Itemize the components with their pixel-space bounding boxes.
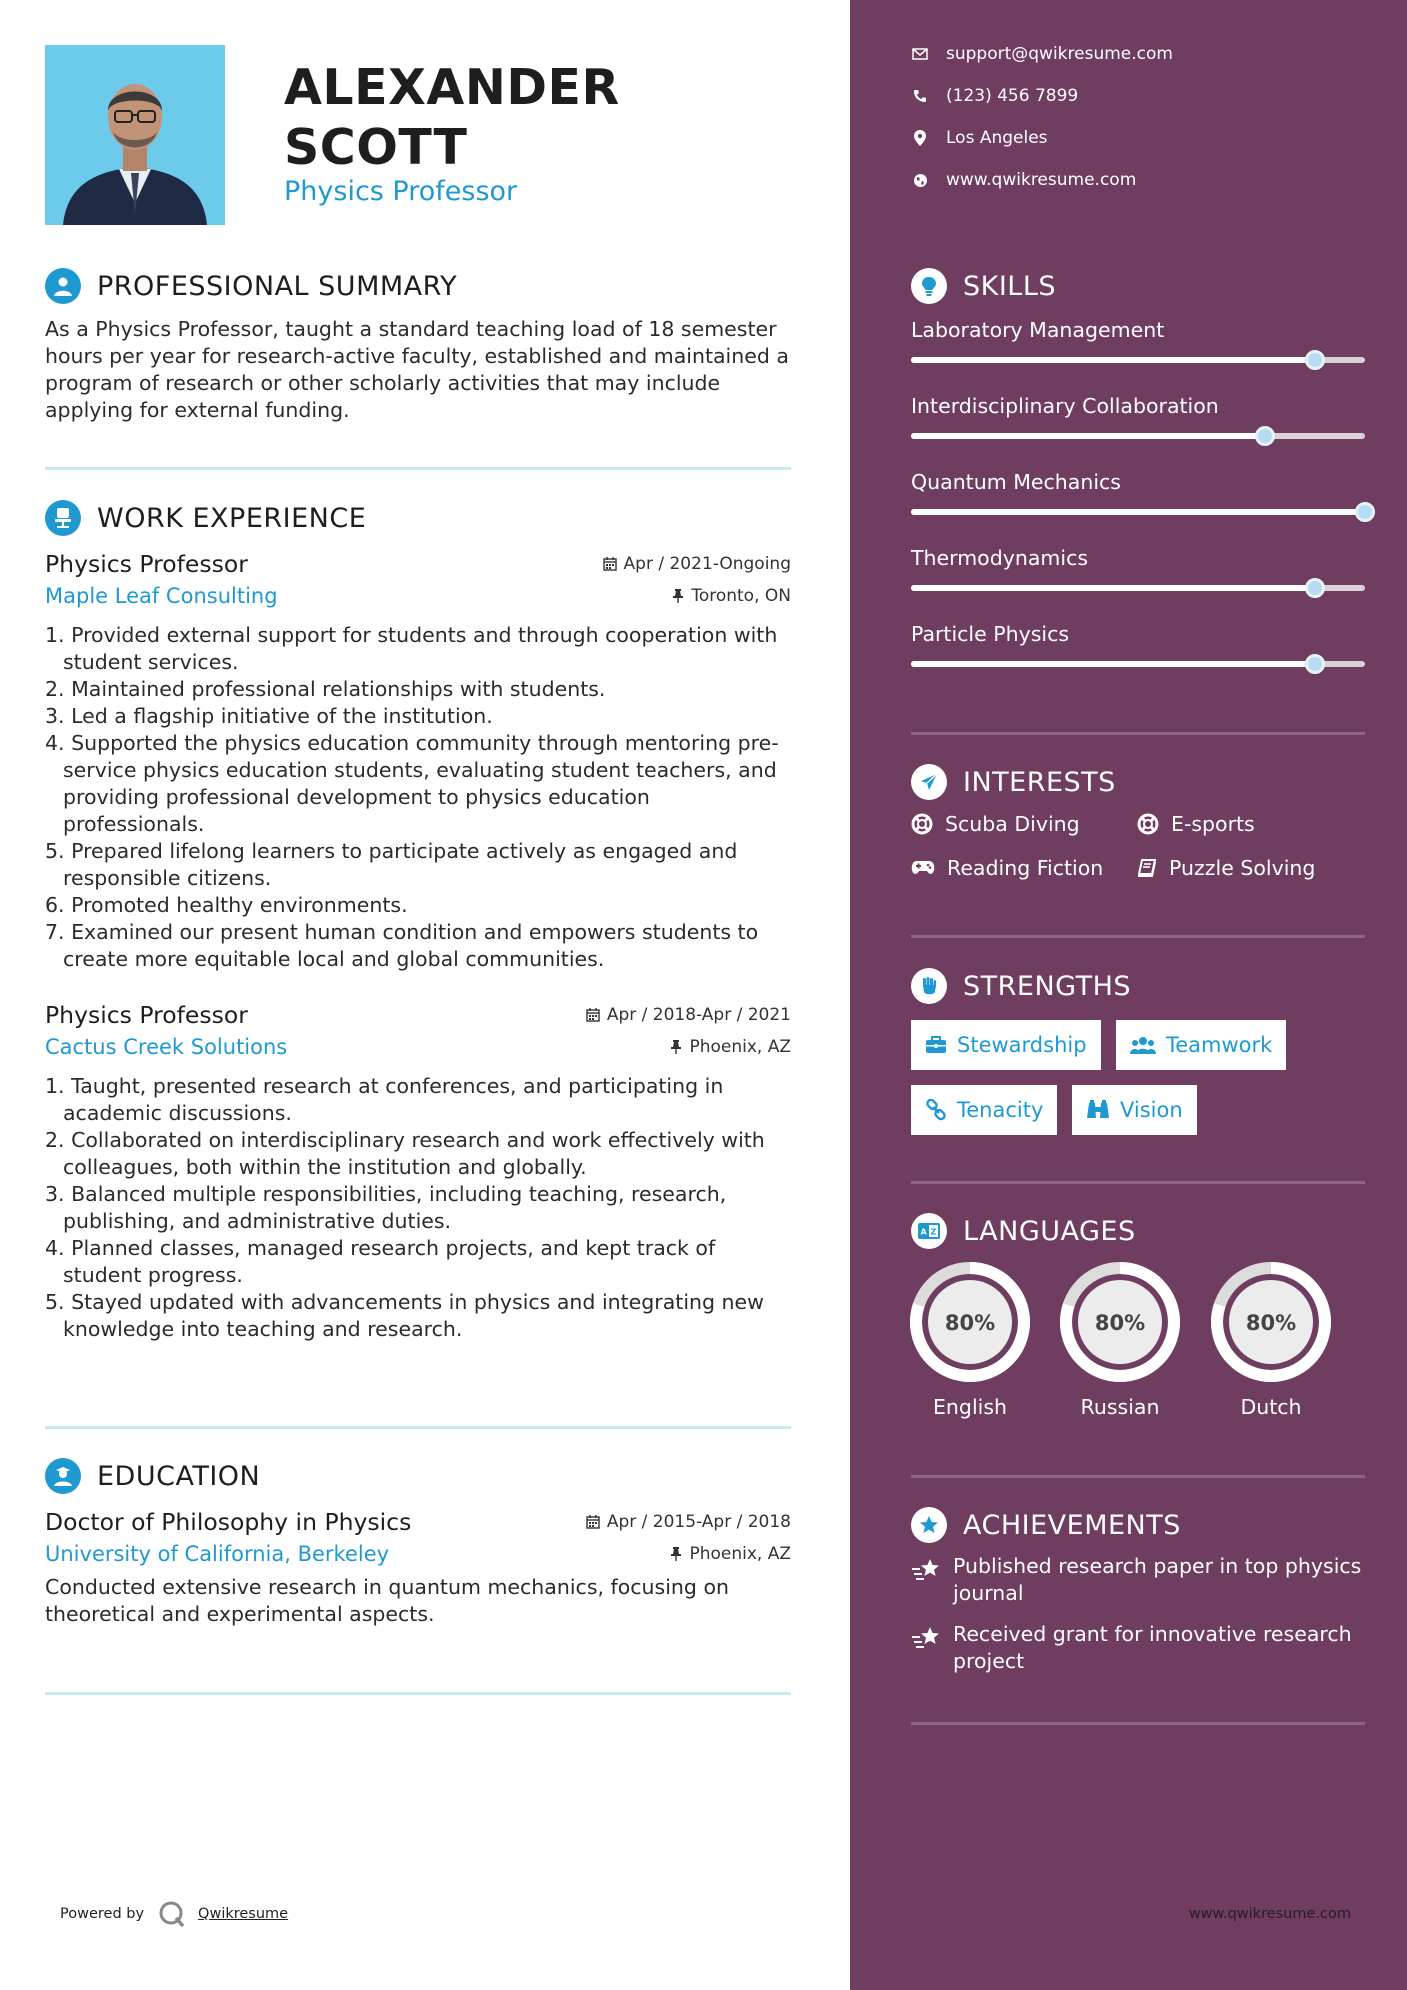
envelope-icon [912, 48, 928, 60]
calendar-icon [586, 1008, 600, 1022]
education-date: Apr / 2015-Apr / 2018 [586, 1512, 791, 1532]
link-icon [925, 1099, 947, 1121]
achievement-item: Published research paper in top physics journal [911, 1553, 1365, 1607]
interest-item: Scuba Diving [911, 812, 1080, 836]
skills-list [911, 318, 1365, 698]
summary-header [45, 266, 791, 306]
languages-section [911, 1211, 1365, 1251]
skill-slider-handle[interactable] [1355, 502, 1375, 522]
divider [911, 732, 1365, 735]
experience-title: WORK EXPERIENCE [97, 502, 367, 534]
job-company: Cactus Creek Solutions [45, 1035, 288, 1059]
star-badge-icon [911, 1507, 947, 1543]
language-progress-ring [1059, 1261, 1181, 1383]
calendar-icon [586, 1515, 600, 1529]
list-item: 2. Maintained professional relationships with students. [45, 677, 606, 701]
translate-icon [911, 1213, 947, 1249]
divider [45, 467, 791, 470]
language-label: English [932, 1395, 1008, 1419]
skill-slider-handle[interactable] [1305, 578, 1325, 598]
interest-item: Reading Fiction [911, 856, 1103, 880]
education-title: EDUCATION [97, 1460, 261, 1492]
skill-track [911, 661, 1365, 667]
svg-text:A: A [920, 1227, 927, 1237]
lightbulb-icon [911, 268, 947, 304]
job-date: Apr / 2018-Apr / 2021 [586, 1005, 791, 1025]
list-item: 3. Balanced multiple responsibilities, including teaching, research, publishing, and administrative duties. [45, 1182, 727, 1233]
duty-list [45, 622, 791, 973]
summary-text: As a Physics Professor, taught a standard teaching load of 18 semester hours per year for research-active faculty, established and maintained a program of research or other scholarly activities that may include applying for external funding. [45, 317, 789, 422]
skill-slider-handle[interactable] [1305, 350, 1325, 370]
skill-label: Interdisciplinary Collaboration [911, 394, 1219, 418]
users-icon [1130, 1036, 1156, 1054]
language-percent: 80% [1094, 1311, 1146, 1335]
skill-item [911, 546, 1365, 622]
graduation-icon [45, 1458, 81, 1494]
job-company: Maple Leaf Consulting [45, 584, 278, 608]
achievements-header [911, 1505, 1365, 1545]
skills-header [911, 266, 1365, 306]
summary-title: PROFESSIONAL SUMMARY [97, 270, 458, 302]
qwikresume-link[interactable]: Qwikresume [198, 1906, 289, 1922]
user-icon [45, 268, 81, 304]
education-section [45, 1456, 791, 1628]
skill-item [911, 470, 1365, 546]
candidate-name [284, 58, 620, 178]
list-item: 1. Taught, presented research at conferences, and participating in academic discussions. [45, 1074, 724, 1125]
language-percent: 80% [1245, 1311, 1297, 1335]
languages-title: LANGUAGES [963, 1215, 1136, 1247]
paper-plane-icon [911, 764, 947, 800]
skill-fill [911, 585, 1315, 591]
interests-header [911, 762, 1365, 802]
skill-item [911, 394, 1365, 470]
divider [911, 935, 1365, 938]
skill-label: Thermodynamics [911, 546, 1089, 570]
divider [45, 1692, 791, 1695]
education-text: Conducted extensive research in quantum mechanics, focusing on theoretical and experimental aspects. [45, 1575, 729, 1626]
divider [911, 1722, 1365, 1725]
interest-item: Puzzle Solving [1137, 856, 1315, 880]
list-item: 1. Provided external support for students and through cooperation with student services. [45, 623, 778, 674]
skill-track [911, 509, 1365, 515]
binoculars-icon [1086, 1100, 1110, 1120]
strength-tag: Stewardship [911, 1020, 1101, 1070]
pin-icon [670, 1040, 682, 1054]
skill-label: Laboratory Management [911, 318, 1165, 342]
list-item: 2. Collaborated on interdisciplinary research and work effectively with colleagues, both within the institution and globally. [45, 1128, 765, 1179]
job-date: Apr / 2021-Ongoing [603, 554, 791, 574]
job-location: Toronto, ON [672, 586, 791, 606]
language-item [1059, 1261, 1181, 1419]
experience-header [45, 498, 791, 538]
skill-label: Particle Physics [911, 622, 1070, 646]
calendar-icon [603, 557, 617, 571]
shooting-star-icon [911, 1625, 941, 1651]
gamepad-icon [911, 860, 935, 876]
list-item: 5. Prepared lifelong learners to participate actively as engaged and responsible citizens. [45, 839, 738, 890]
life-ring-icon [1137, 813, 1159, 835]
skill-fill [911, 509, 1365, 515]
language-label: Dutch [1240, 1395, 1302, 1419]
divider [911, 1181, 1365, 1184]
job-title: Physics Professor [45, 1001, 248, 1029]
svg-text:Z: Z [930, 1227, 937, 1237]
strength-tag: Teamwork [1116, 1020, 1286, 1070]
interests-section [911, 762, 1365, 802]
candidate-role: Physics Professor [284, 176, 518, 207]
school-name: University of California, Berkeley [45, 1542, 390, 1566]
summary-section [45, 266, 791, 424]
shooting-star-icon [911, 1557, 941, 1583]
skill-fill [911, 661, 1315, 667]
list-item: 5. Stayed updated with advancements in physics and integrating new knowledge into teaching and research. [45, 1290, 764, 1341]
achievements-section [911, 1505, 1365, 1545]
pin-icon [670, 1547, 682, 1561]
languages-header [911, 1211, 1365, 1251]
contact-location: Los Angeles [911, 128, 1048, 148]
skill-fill [911, 433, 1265, 439]
pin-icon [672, 589, 684, 603]
list-item: 4. Supported the physics education community through mentoring pre-service physics education students, evaluating student teachers, and providing professional development to physics education professionals. [45, 731, 779, 836]
profile-photo [45, 45, 225, 225]
list-item: 4. Planned classes, managed research projects, and kept track of student progress. [45, 1236, 716, 1287]
chair-icon [45, 500, 81, 536]
language-label: Russian [1080, 1395, 1160, 1419]
achievements-title: ACHIEVEMENTS [963, 1509, 1181, 1541]
job-entry [45, 550, 791, 973]
skill-item [911, 622, 1365, 698]
interest-item: E-sports [1137, 812, 1255, 836]
divider [45, 1426, 791, 1429]
strengths-section [911, 966, 1365, 1006]
skill-item [911, 318, 1365, 394]
footer-site[interactable]: www.qwikresume.com [1188, 1906, 1351, 1922]
life-ring-icon [911, 813, 933, 835]
language-item [1210, 1261, 1332, 1419]
phone-icon [913, 89, 927, 103]
language-percent: 80% [944, 1311, 996, 1335]
strength-tag: Vision [1072, 1085, 1197, 1135]
list-item: 3. Led a flagship initiative of the institution. [45, 704, 493, 728]
map-marker-icon [914, 130, 926, 146]
skills-title: SKILLS [963, 270, 1057, 302]
skill-track [911, 585, 1365, 591]
list-item: 7. Examined our present human condition and empowers students to create more equitable local and global communities. [45, 920, 759, 971]
skill-fill [911, 357, 1315, 363]
list-item: 6. Promoted healthy environments. [45, 893, 408, 917]
skill-track [911, 433, 1365, 439]
book-icon [1137, 858, 1157, 878]
job-location: Phoenix, AZ [670, 1037, 791, 1057]
first-name: ALEXANDER [284, 59, 620, 116]
contact-email[interactable]: support@qwikresume.com [911, 44, 1173, 64]
divider [911, 1475, 1365, 1478]
job-title: Physics Professor [45, 550, 248, 578]
experience-section [45, 498, 791, 1343]
education-header [45, 1456, 791, 1496]
footer-powered: Powered by Qwikresume [60, 1900, 288, 1928]
qwikresume-logo-icon [158, 1900, 186, 1928]
job-entry [45, 1001, 791, 1343]
achievement-item: Received grant for innovative research project [911, 1621, 1365, 1675]
skill-slider-handle[interactable] [1305, 654, 1325, 674]
language-progress-ring [1210, 1261, 1332, 1383]
fist-icon [911, 968, 947, 1004]
contact-website[interactable]: www.qwikresume.com [911, 170, 1136, 190]
strengths-header [911, 966, 1365, 1006]
degree-title: Doctor of Philosophy in Physics [45, 1508, 412, 1536]
last-name: SCOTT [284, 119, 468, 176]
strengths-title: STRENGTHS [963, 970, 1132, 1002]
globe-icon [913, 173, 928, 188]
contact-phone[interactable]: (123) 456 7899 [911, 86, 1078, 106]
briefcase-icon [925, 1036, 947, 1054]
interests-title: INTERESTS [963, 766, 1116, 798]
strength-tag: Tenacity [911, 1085, 1057, 1135]
skill-slider-handle[interactable] [1255, 426, 1275, 446]
skill-label: Quantum Mechanics [911, 470, 1121, 494]
sidebar [850, 0, 1407, 1990]
skills-section [911, 266, 1365, 698]
language-item [909, 1261, 1031, 1419]
skill-track [911, 357, 1365, 363]
duty-list [45, 1073, 791, 1343]
education-location: Phoenix, AZ [670, 1544, 791, 1564]
language-progress-ring [909, 1261, 1031, 1383]
